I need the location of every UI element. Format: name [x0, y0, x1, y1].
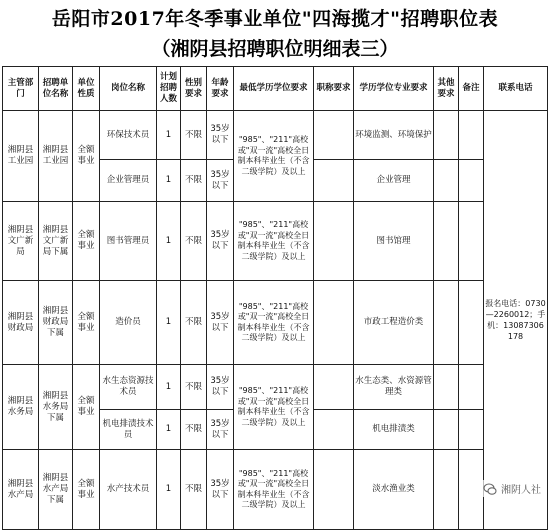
dept-cell: 湘阴县文广新局: [3, 202, 39, 281]
unit-cell: 湘阴县文广新局下属: [39, 202, 73, 281]
post-cell: 水生态资源技术员: [100, 365, 157, 410]
nature-cell: 全额事业: [73, 450, 100, 530]
post-cell: 图书管理员: [100, 202, 157, 281]
dept-cell: 湘阴县水务局: [3, 365, 39, 450]
header-cell: 性别要求: [181, 67, 207, 111]
header-cell: 主管部门: [3, 67, 39, 111]
age-cell: 35岁以下: [207, 410, 234, 450]
count-cell: 1: [157, 281, 181, 365]
education-cell: "985"、"211"高校或"双一流"高校全日制本科毕业生（不含二级学院）及以上: [234, 365, 314, 450]
table-row: [3, 281, 548, 365]
watermark-text: 湘阴人社: [501, 485, 541, 496]
education-cell: "985"、"211"高校或"双一流"高校全日制本科毕业生（不含二级学院）及以上: [234, 281, 314, 365]
page-title: 岳阳市2017年冬季事业单位"四海揽才"招聘职位表: [51, 8, 499, 30]
header-cell: 备注: [459, 67, 484, 111]
remark-cell: [459, 111, 484, 160]
title-req-cell: [314, 281, 354, 365]
unit-cell: 湘阴县水务局下属: [39, 365, 73, 450]
unit-cell: 湘阴县财政局下属: [39, 281, 73, 365]
wechat-icon: [483, 482, 497, 496]
major-cell: 企业管理: [354, 160, 434, 202]
other-cell: [434, 281, 459, 365]
post-cell: 造价员: [100, 281, 157, 365]
title-req-cell: [314, 410, 354, 450]
page-subtitle: （湘阴县招聘职位明细表三）: [151, 38, 399, 60]
education-cell: "985"、"211"高校或"双一流"高校全日制本科毕业生（不含二级学院）及以上: [234, 450, 314, 530]
gender-cell: 不限: [181, 365, 207, 410]
header-cell: 单位性质: [73, 67, 100, 111]
table-row: [3, 202, 548, 281]
age-cell: 35岁以下: [207, 365, 234, 410]
education-cell: "985"、"211"高校或"双一流"高校全日制本科毕业生（不含二级学院）及以上: [234, 111, 314, 202]
title-req-cell: [314, 202, 354, 281]
age-cell: 35岁以下: [207, 160, 234, 202]
unit-cell: 湘阴县水产局下属: [39, 450, 73, 530]
title-req-cell: [314, 365, 354, 410]
header-cell: 联系电话: [484, 67, 548, 111]
title-req-cell: [314, 111, 354, 160]
gender-cell: 不限: [181, 111, 207, 160]
table-row: [3, 450, 548, 530]
remark-cell: [459, 365, 484, 410]
other-cell: [434, 365, 459, 410]
title-req-cell: [314, 450, 354, 530]
post-cell: 企业管理员: [100, 160, 157, 202]
gender-cell: 不限: [181, 202, 207, 281]
title-req-cell: [314, 160, 354, 202]
other-cell: [434, 111, 459, 160]
gender-cell: 不限: [181, 281, 207, 365]
major-cell: 图书馆理: [354, 202, 434, 281]
count-cell: 1: [157, 160, 181, 202]
education-cell: "985"、"211"高校或"双一流"高校全日制本科毕业生（不含二级学院）及以上: [234, 202, 314, 281]
header-cell: 计划招聘人数: [157, 67, 181, 111]
post-cell: 环保技术员: [100, 111, 157, 160]
remark-cell: [459, 160, 484, 202]
contact-phone-cell: 报名电话：0730—2260012；手机：13087306178: [484, 111, 548, 530]
remark-cell: [459, 410, 484, 450]
header-cell: 其他要求: [434, 67, 459, 111]
major-cell: 环境监测、环境保护: [354, 111, 434, 160]
header-cell: 招聘单位名称: [39, 67, 73, 111]
dept-cell: 湘阴县财政局: [3, 281, 39, 365]
dept-cell: 湘阴县水产局: [3, 450, 39, 530]
major-cell: 市政工程造价类: [354, 281, 434, 365]
dept-cell: 湘阴县工业园: [3, 111, 39, 202]
count-cell: 1: [157, 450, 181, 530]
age-cell: 35岁以下: [207, 450, 234, 530]
nature-cell: 全额事业: [73, 281, 100, 365]
other-cell: [434, 450, 459, 530]
table-header-row: [3, 67, 548, 111]
other-cell: [434, 410, 459, 450]
header-cell: 学历学位专业要求: [354, 67, 434, 111]
recruitment-table: [2, 66, 548, 530]
gender-cell: 不限: [181, 410, 207, 450]
major-cell: 机电排渍类: [354, 410, 434, 450]
post-cell: 水产技术员: [100, 450, 157, 530]
count-cell: 1: [157, 202, 181, 281]
table-row: [3, 111, 548, 160]
count-cell: 1: [157, 111, 181, 160]
header-cell: 职称要求: [314, 67, 354, 111]
header-cell: 年龄要求: [207, 67, 234, 111]
header-cell: 最低学历学位要求: [234, 67, 314, 111]
other-cell: [434, 202, 459, 281]
other-cell: [434, 160, 459, 202]
table-row: [3, 365, 548, 410]
major-cell: 淡水渔业类: [354, 450, 434, 530]
age-cell: 35岁以下: [207, 111, 234, 160]
watermark: [480, 480, 544, 497]
age-cell: 35岁以下: [207, 202, 234, 281]
nature-cell: 全额事业: [73, 365, 100, 450]
remark-cell: [459, 281, 484, 365]
major-cell: 水生态类、水资源管理类: [354, 365, 434, 410]
nature-cell: 全额事业: [73, 111, 100, 202]
post-cell: 机电排渍技术员: [100, 410, 157, 450]
count-cell: 1: [157, 410, 181, 450]
remark-cell: [459, 202, 484, 281]
age-cell: 35岁以下: [207, 281, 234, 365]
nature-cell: 全额事业: [73, 202, 100, 281]
unit-cell: 湘阴县工业园: [39, 111, 73, 202]
count-cell: 1: [157, 365, 181, 410]
gender-cell: 不限: [181, 450, 207, 530]
gender-cell: 不限: [181, 160, 207, 202]
header-cell: 岗位名称: [100, 67, 157, 111]
